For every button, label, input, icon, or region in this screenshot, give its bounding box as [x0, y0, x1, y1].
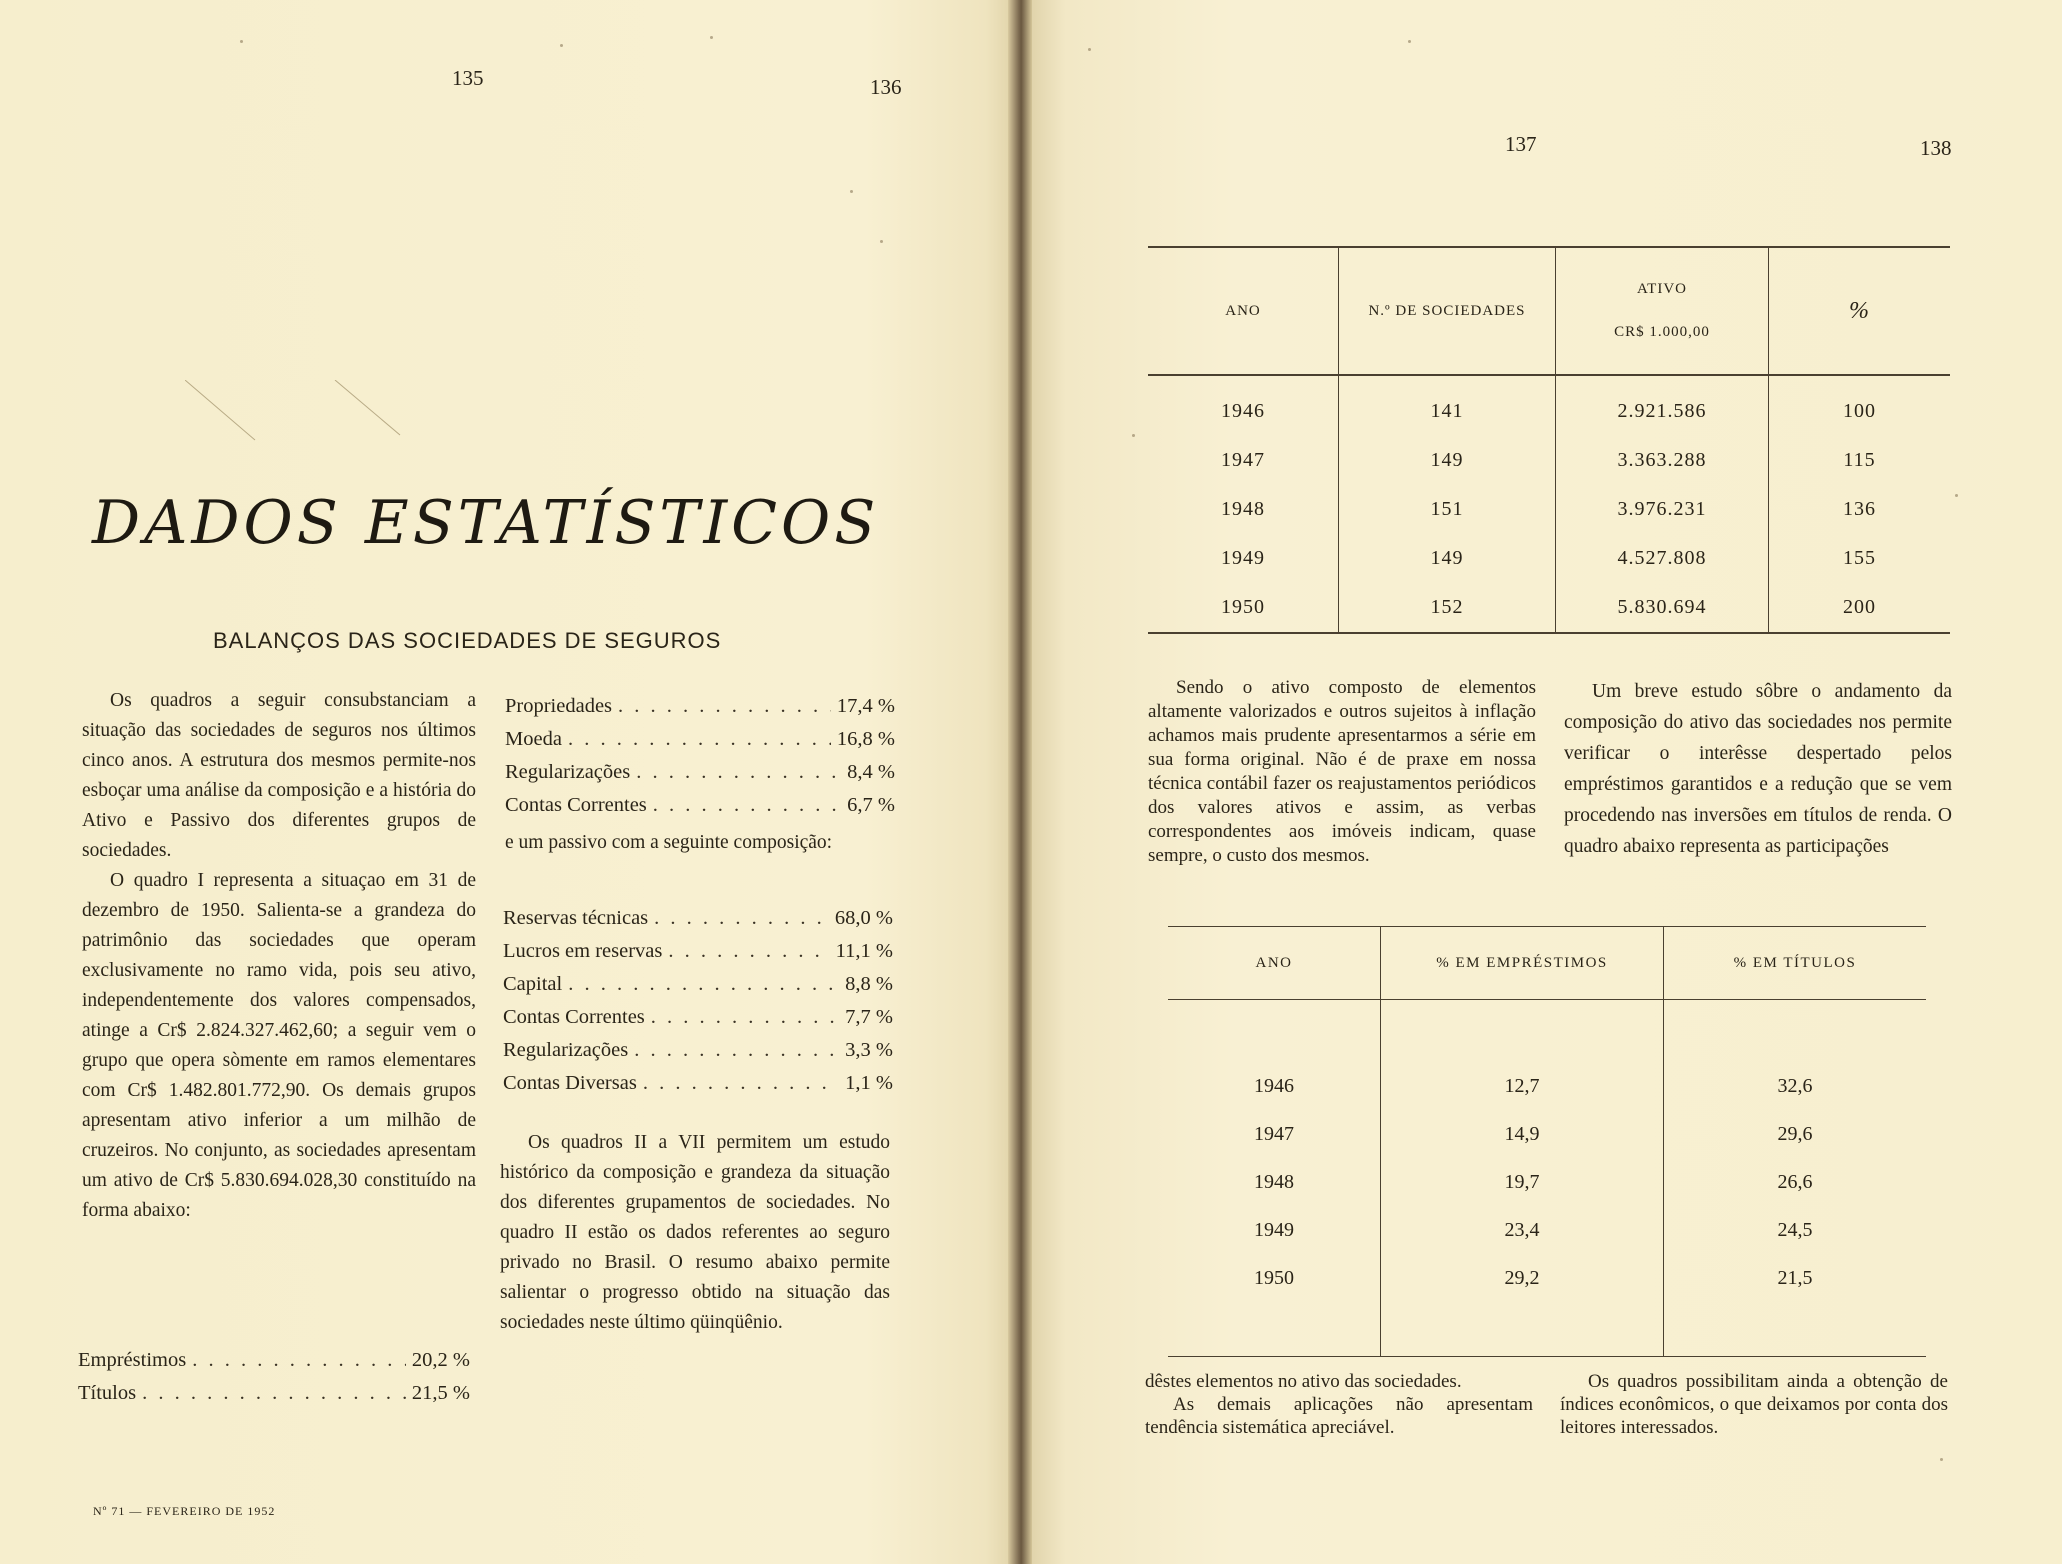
leader-dots	[651, 1001, 839, 1034]
list-item-label: Moeda	[505, 728, 562, 750]
table-cell: 1947	[1254, 1122, 1294, 1145]
table-row	[1148, 485, 1950, 534]
table-header-row	[1168, 927, 1926, 1000]
list-item	[503, 935, 893, 968]
mid-text-right-paragraph: Um breve estudo sôbre o andamento da composição do ativo das sociedades nos permite verificar o interêsse despertado pelos empréstimos garantidos e a redução que se vem procedendo nas inversões em títulos de renda. O quadro abaixo representa as participações	[1564, 681, 1952, 857]
table-cell: 26,6	[1664, 1158, 1927, 1206]
leader-dots	[568, 723, 831, 756]
list-item-label: Regularizações	[503, 1039, 629, 1061]
list-item	[78, 1344, 470, 1377]
list-item-label: Contas Correntes	[503, 1006, 645, 1028]
table-cell: 1949	[1254, 1218, 1294, 1241]
table-cell: 155	[1769, 534, 1951, 583]
list-item-label: Empréstimos	[78, 1349, 187, 1371]
table-row	[1148, 436, 1950, 485]
table-cell: 24,5	[1664, 1206, 1927, 1254]
table-row	[1148, 583, 1950, 633]
table-cell: 141	[1339, 375, 1556, 436]
list-item-label: Capital	[503, 973, 563, 995]
page-number-135: 135	[452, 66, 484, 90]
list-item-label: Títulos	[78, 1382, 137, 1404]
page-number-138: 138	[1920, 136, 1952, 160]
list-item-value: 8,8 %	[845, 973, 893, 995]
list-item	[503, 1001, 893, 1034]
list-item-value: 20,2 %	[411, 1349, 470, 1371]
list-item	[503, 1067, 893, 1100]
table-spacer-row	[1168, 1000, 1926, 1063]
mid-text-left-paragraph: Sendo o ativo composto de elementos altamente valorizados e outros sujeitos à inflação achamos mais prudente apresentarmos a série em sua forma original. Não é de praxe em nossa técnica contábil fazer os reajustamentos periódicos dos valores ativos e assim, as verbas correspondentes aos imóveis indicam, quase sempre, o custo dos mesmos.	[1148, 677, 1536, 866]
list-item-value: 6,7 %	[847, 794, 895, 816]
table-cell: 14,9	[1381, 1110, 1664, 1158]
leader-dots	[668, 935, 829, 968]
bottom-text-right-paragraph: Os quadros possibilitam ainda a obtenção de índices econômicos, o que deixamos por conta dos leitores interessados.	[1560, 1371, 1948, 1438]
fold-crease-mark	[185, 380, 405, 460]
table-header-row	[1148, 247, 1950, 375]
mid-text-right	[1564, 676, 1952, 862]
page-title: DADOS ESTATÍSTICOS	[92, 488, 880, 558]
header-percent: %	[1769, 247, 1951, 375]
page-number-136: 136	[870, 75, 902, 99]
list-item-label: Propriedades	[505, 695, 613, 717]
table-cell: 1950	[1221, 596, 1265, 618]
table-row	[1148, 534, 1950, 583]
list-item	[505, 723, 895, 756]
header-sociedades: N.º DE SOCIEDADES	[1339, 247, 1556, 375]
list-item-label: Regularizações	[505, 761, 631, 783]
leader-dots	[636, 756, 841, 789]
table-row	[1168, 1158, 1926, 1206]
table-cell: 21,5	[1664, 1254, 1927, 1302]
header-emprestimos: % EM EMPRÉSTIMOS	[1381, 927, 1664, 1000]
table-cell: 23,4	[1381, 1206, 1664, 1254]
header-ativo	[1556, 247, 1769, 375]
quadro-i-paragraph: O quadro I representa a situaçao em 31 de dezembro de 1950. Salienta-se a grandeza do patrimônio das sociedades que operam exclusivamente no ramo vida, pois seu ativo, independentemente dos valores compensados, atinge a Cr$ 2.824.327.462,60; a seguir vem o grupo que opera sòmente em ramos elementares com Cr$ 1.482.801.772,90. Os demais grupos apresentam ativo inferior a um milhão de cruzeiros. No conjunto, as sociedades apresentam um ativo de Cr$ 5.830.694.028,30 constituído na forma abaixo:	[82, 870, 476, 1221]
leader-dots	[653, 789, 841, 822]
bottom-text-left-p1: dêstes elementos no ativo das sociedades.	[1145, 1371, 1462, 1392]
bottom-text-left	[1145, 1370, 1533, 1439]
list-item-value: 21,5 %	[411, 1382, 470, 1404]
list-item-value: 68,0 %	[834, 907, 893, 929]
mid-text-left	[1148, 676, 1536, 868]
header-ano: ANO	[1168, 927, 1381, 1000]
list-item-label: Reservas técnicas	[503, 907, 649, 929]
issue-footer: Nº 71 — FEVEREIRO DE 1952	[93, 1504, 276, 1518]
list-item	[505, 690, 895, 723]
leader-dots	[568, 968, 839, 1001]
table-cell: 200	[1769, 583, 1951, 633]
table-row	[1148, 375, 1950, 436]
list-item-value: 16,8 %	[836, 728, 895, 750]
table-cell: 5.830.694	[1556, 583, 1769, 633]
table-row	[1168, 1254, 1926, 1302]
table-cell: 12,7	[1381, 1062, 1664, 1110]
header-titulos: % EM TÍTULOS	[1664, 927, 1927, 1000]
table-cell: 100	[1769, 375, 1951, 436]
table-cell: 32,6	[1664, 1062, 1927, 1110]
table-cell: 1946	[1254, 1074, 1294, 1097]
header-ano: ANO	[1148, 247, 1339, 375]
header-ativo-unit: CR$ 1.000,00	[1614, 324, 1710, 340]
table-cell: 1948	[1221, 498, 1265, 520]
table-row	[1168, 1206, 1926, 1254]
intro-paragraph: Os quadros a seguir consubstanciam a situação das sociedades de seguros nos últimos cinco anos. A estrutura dos mesmos permite-nos esboçar uma análise da composição e a história do Ativo e Passivo dos diferentes grupos de sociedades.	[82, 690, 476, 861]
table-cell: 4.527.808	[1556, 534, 1769, 583]
table-cell: 149	[1339, 534, 1556, 583]
table-cell: 19,7	[1381, 1158, 1664, 1206]
table-row	[1168, 1110, 1926, 1158]
table-cell: 1948	[1254, 1170, 1294, 1193]
list-item-label: Lucros em reservas	[503, 940, 663, 962]
list-item	[503, 1034, 893, 1067]
list-item-value: 8,4 %	[847, 761, 895, 783]
list-item-value: 3,3 %	[845, 1039, 893, 1061]
ativo-list-left	[78, 1344, 470, 1410]
table-cell: 152	[1339, 583, 1556, 633]
book-gutter	[1008, 0, 1032, 1564]
table-cell: 1947	[1221, 449, 1265, 471]
list-item-label: Contas Diversas	[503, 1072, 637, 1094]
list-item	[505, 789, 895, 822]
leader-dots	[654, 902, 829, 935]
list-item	[505, 756, 895, 789]
quadros-paragraph	[500, 1128, 890, 1338]
leader-dots	[634, 1034, 839, 1067]
table-cell: 29,2	[1381, 1254, 1664, 1302]
passivo-intro-text: e um passivo com a seguinte composição:	[505, 832, 833, 853]
list-item-value: 11,1 %	[835, 940, 893, 962]
table-cell: 1949	[1221, 547, 1265, 569]
bottom-text-right	[1560, 1370, 1948, 1439]
list-item-value: 17,4 %	[836, 695, 895, 717]
table-cell: 1950	[1254, 1266, 1294, 1289]
list-item-label: Contas Correntes	[505, 794, 647, 816]
table-cell: 1946	[1221, 400, 1265, 422]
table-cell: 29,6	[1664, 1110, 1927, 1158]
quadros-paragraph-text: Os quadros II a VII permitem um estudo histórico da composição e grandeza da situação dos diferentes grupamentos de sociedades. No quadro II estão os dados referentes ao seguro privado no Brasil. O resumo abaixo permite salientar o progresso obtido na situação das sociedades neste último qüinqüênio.	[500, 1132, 890, 1333]
table-cell: 151	[1339, 485, 1556, 534]
list-item	[503, 902, 893, 935]
table-cell: 149	[1339, 436, 1556, 485]
page-number-137: 137	[1505, 132, 1537, 156]
list-item-value: 7,7 %	[845, 1006, 893, 1028]
leader-dots	[618, 690, 831, 723]
leader-dots	[192, 1344, 406, 1377]
section-subtitle: BALANÇOS DAS SOCIEDADES DE SEGUROS	[213, 628, 722, 653]
leader-dots	[142, 1377, 406, 1410]
leader-dots	[643, 1067, 839, 1100]
ativo-table	[1148, 246, 1950, 634]
table-cell: 2.921.586	[1556, 375, 1769, 436]
list-item	[78, 1377, 470, 1410]
table-row	[1168, 1062, 1926, 1110]
passivo-list	[503, 902, 893, 1100]
list-item-value: 1,1 %	[845, 1072, 893, 1094]
participacoes-table	[1168, 926, 1926, 1357]
table-cell: 3.363.288	[1556, 436, 1769, 485]
bottom-text-left-p2: As demais aplicações não apresentam tendência sistemática apreciável.	[1145, 1394, 1533, 1438]
table-cell: 3.976.231	[1556, 485, 1769, 534]
list-item	[503, 968, 893, 1001]
header-ativo-label: ATIVO	[1637, 281, 1687, 297]
left-column-text	[82, 686, 476, 1226]
table-spacer-row	[1168, 1302, 1926, 1357]
ativo-list-right	[505, 690, 895, 822]
table-cell: 136	[1769, 485, 1951, 534]
table-cell: 115	[1769, 436, 1951, 485]
